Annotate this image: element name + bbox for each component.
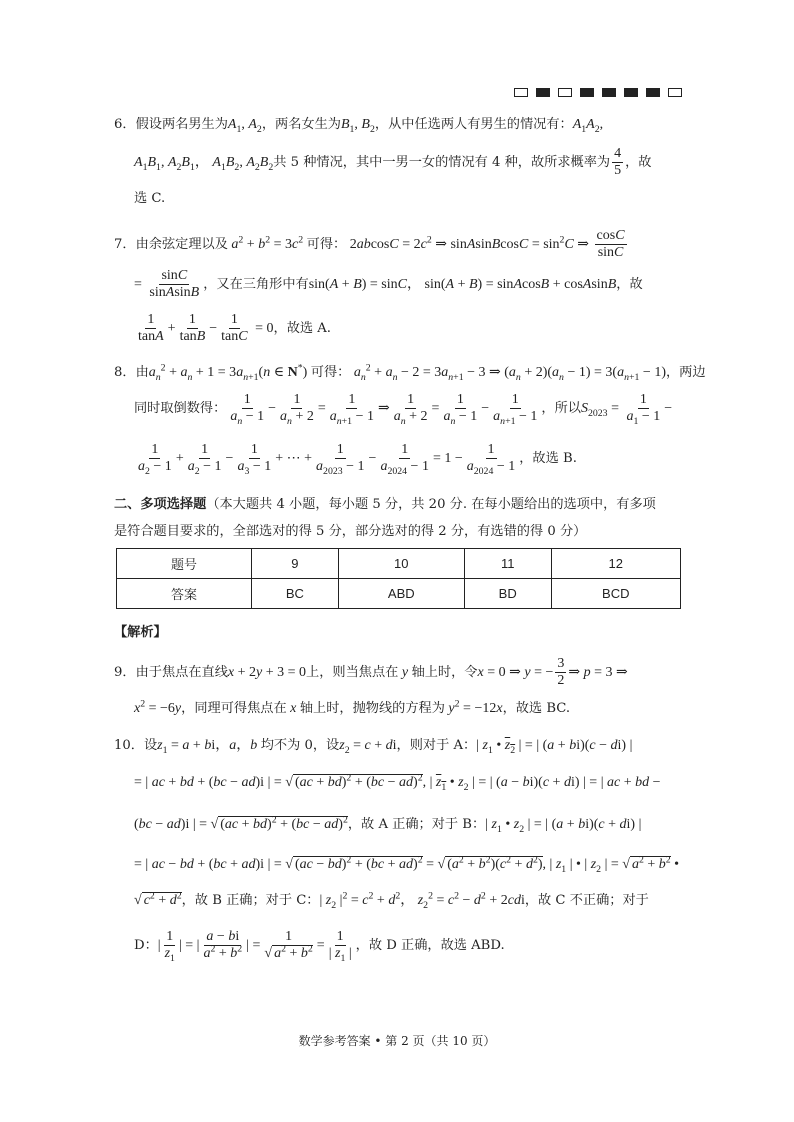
- section-2-line-1: [114, 496, 656, 513]
- q9-text: ，同理可得焦点在: [181, 701, 287, 716]
- q7-line-1: 7．由余弦定理以及 $a^2 + b^2 = 3c^2$ 可得： $2abcosC = 2c^2$ ⇒ sinAsinBcosC = $\sin^2C$ ⇒ $\frac{\cos C}{\sin C}$: [114, 228, 625, 261]
- mark-filled: [624, 88, 638, 97]
- q7-text: 7．由余弦定理以及: [114, 237, 228, 253]
- q9-line-2: $x^2 = -6y$，同理可得焦点在 x 轴上时，抛物线的方程为 $y^2 = -12x$，故选 BC.: [134, 698, 571, 716]
- question-7: [114, 224, 684, 344]
- q10-text: ，故 B 正确；对于 C：: [181, 893, 320, 908]
- q9-line-1: 9．由于焦点在直线x + 2y + 3 = 0上，则当焦点在 y 轴上时，令x = 0 ⇒ y = − $\frac{3}{2}$ ⇒ p = 3 ⇒: [114, 656, 628, 689]
- q10-line-1: 10．设$z_1 = a$ + bi，a，b 均不为 0，设$z_2 = c$ + di，则对于 A：| $z_1$ • $z_2$ | = | (a + bi)(c − di) |: [114, 738, 633, 756]
- table-header-cell: 答案: [117, 579, 252, 609]
- q10-text: 10．设: [114, 738, 158, 753]
- q9-text: 轴上时，令: [411, 665, 478, 681]
- analysis-label: 【解析】: [114, 625, 167, 640]
- mark-filled: [580, 88, 594, 97]
- table-cell: BCD: [551, 579, 680, 609]
- q10-text: D：: [134, 938, 158, 954]
- q10-text: ，故 C 不正确；对于: [524, 893, 649, 908]
- q9-text: 轴上时，抛物线的方程为: [299, 701, 445, 716]
- q10-line-3: (bc − ad)i | = √ (ac + bd)$^2$ + (bc − ad)$^2$，故 A 正确；对于 B：| $z_1$ • $z_2$ | = | (a + bi)(c + di) |: [134, 814, 642, 835]
- q8-text: ，故选 B.: [519, 451, 577, 467]
- q10-text: 均不为 0，设: [260, 738, 340, 753]
- q6-line-1: 6．假设两名男生为$A_1$, $A_2$，两名女生为$B_1$, $B_2$，从中任选两人有男生的情况有：$A_1A_2$,: [114, 117, 604, 135]
- q10-line-5: √ $c^2 + d^2$，故 B 正确；对于 C：| $z_2$ $|^2 = c^2 + d^2$， $z_2^2 = c^2 - d^2 + 2cdi$，故 C 不正确；对于: [134, 890, 649, 911]
- q10-line-4: = | ac − bd + (bc + ad)i | = √ (ac − bd)$^2$ + (bc + ad)$^2$ = √ $(a^2 + b^2)(c^2 + d^2)$, | $z_1$ | • | $z_2$ | = √ $a^2 + b^2$ •: [134, 854, 680, 875]
- q8-line-3: $\frac{1}{a_2 - 1}$ + $\frac{1}{a_2 - 1}$ − $\frac{1}{a_3 - 1}$ + ⋯ + $\frac{1}{a_{2023} - 1}$ − $\frac{1}{a_{2024} - 1}$ = 1 − $\frac{1}{a_{2024} - 1}$ ，故选 B.: [138, 442, 577, 477]
- q6-text: ，故: [625, 155, 652, 171]
- header-marks: [514, 88, 682, 97]
- q7-text: ，故选 A.: [273, 321, 331, 337]
- mark-empty: [514, 88, 528, 97]
- q8-line-2: 同时取倒数得： $\frac{1}{a_n - 1}$ − $\frac{1}{a_n + 2}$ = $\frac{1}{a_{n+1} - 1}$ ⇒ $\frac{1}{a_n + 2}$ = $\frac{1}{a_n - 1}$ − $\frac{1}{a_{n+1} - 1}$ ，所以$S_{2023}$ = $\frac{1}{a_1 - 1}$ −: [134, 392, 673, 427]
- q6-text: 共 5 种情况，其中一男一女的情况有 4 种，故所求概率为: [273, 155, 611, 171]
- q7-text: 可得：: [306, 237, 347, 253]
- question-10: [114, 737, 684, 977]
- table-cell: BD: [464, 579, 551, 609]
- q8-text: 8．由: [114, 365, 149, 380]
- section-title: 二、多项选择题: [114, 497, 207, 512]
- table-cell: 10: [338, 549, 464, 579]
- q6-line-3: 选 C.: [134, 191, 166, 206]
- q7-line-3: $\frac{1}{\tan A}$ + $\frac{1}{\tan B}$ − $\frac{1}{\tan C}$ = 0，故选 A.: [138, 312, 331, 345]
- question-6: [114, 116, 684, 211]
- q9-text: 9．由于焦点在直线: [114, 665, 228, 681]
- question-9: [114, 656, 684, 720]
- mark-empty: [668, 88, 682, 97]
- q6-text: ，从中任选两人有男生的情况有：: [374, 117, 573, 132]
- q7-text: ，又在三角形中有: [203, 277, 309, 293]
- q8-text: 可得：: [310, 365, 351, 380]
- table-cell: 11: [464, 549, 551, 579]
- q9-text: ，故选 BC.: [502, 701, 571, 716]
- q6-text: ，两名女生为: [261, 117, 341, 132]
- q10-text: ，故 D 正确，故选 ABD.: [355, 938, 505, 954]
- q8-text: ，所以: [541, 401, 581, 417]
- table-row: [117, 549, 681, 579]
- mark-empty: [558, 88, 572, 97]
- table-row: [117, 579, 681, 609]
- probability-fraction: $\frac{4}{5}$: [614, 146, 622, 179]
- q8-line-1: 8．由$a_n^2 + a_n + 1 = 3a_{n+1}(n$ ∈ N*) 可得： $a_n^2 + a_n - 2 = 3a_{n+1} - 3$ ⇒ $(a_n + 2)(a_n - 1) = 3(a_{n+1} - 1)$，两边: [114, 362, 706, 383]
- mark-filled: [646, 88, 660, 97]
- table-cell: 9: [252, 549, 339, 579]
- page-footer: 数学参考答案 • 第 2 页（共 10 页）: [298, 1034, 496, 1048]
- q7-line-2: = $\frac{\sin C}{\text{sinAsinB}}$ ，又在三角形中有sin(A + B) = sinC， sin(A + B) = sinAcosB + cosAsinB，故: [134, 268, 643, 301]
- section-desc: （本大题共 4 小题，每小题 5 分，共 20 分. 在每小题给出的选项中，有多项: [206, 497, 656, 512]
- q9-text: 上，则当焦点在: [306, 665, 399, 681]
- table-header-cell: 题号: [117, 549, 252, 579]
- table-cell: BC: [252, 579, 339, 609]
- table-cell: ABD: [338, 579, 464, 609]
- q8-text: 同时取倒数得：: [134, 401, 227, 417]
- question-8: [114, 362, 706, 486]
- q7-text: ，故: [616, 277, 643, 293]
- mark-filled: [602, 88, 616, 97]
- mark-filled: [536, 88, 550, 97]
- q6-line-2: $A_1B_1$, $A_2B_1$， $A_1B_2$, $A_2B_2$共 5 种情况，其中一男一女的情况有 4 种，故所求概率为 $\frac{4}{5}$ ，故: [134, 146, 652, 179]
- table-cell: 12: [551, 549, 680, 579]
- q8-text: ，两边: [665, 365, 706, 380]
- q10-text: ，故 A 正确；对于 B：: [347, 817, 486, 832]
- section-2-heading: [114, 496, 684, 546]
- section-2-line-2: 是符合题目要求的，全部选对的得 5 分，部分选对的得 2 分，有选错的得 0 分）: [114, 524, 587, 539]
- answer-table: [116, 548, 681, 609]
- q6-text: 6．假设两名男生为: [114, 117, 228, 132]
- q10-text: ，则对于 A：: [396, 738, 477, 753]
- q10-line-2: = | ac + bd + (bc − ad)i | = √ (ac + bd)$^2$ + (bc − ad)$^2$, | $z_1$ • $z_2$ | = | (a − bi)(c + di) | = | ac + bd −: [134, 772, 661, 793]
- q10-line-6: D：| $\frac{1}{z_1}$ | = | $\frac{a - bi}{a^2 + b^2}$ | = $\frac{1}{√ a^2 + b^2}$ = $\frac{1}{| z_1 |}$ ，故 D 正确，故选 ABD.: [134, 929, 505, 964]
